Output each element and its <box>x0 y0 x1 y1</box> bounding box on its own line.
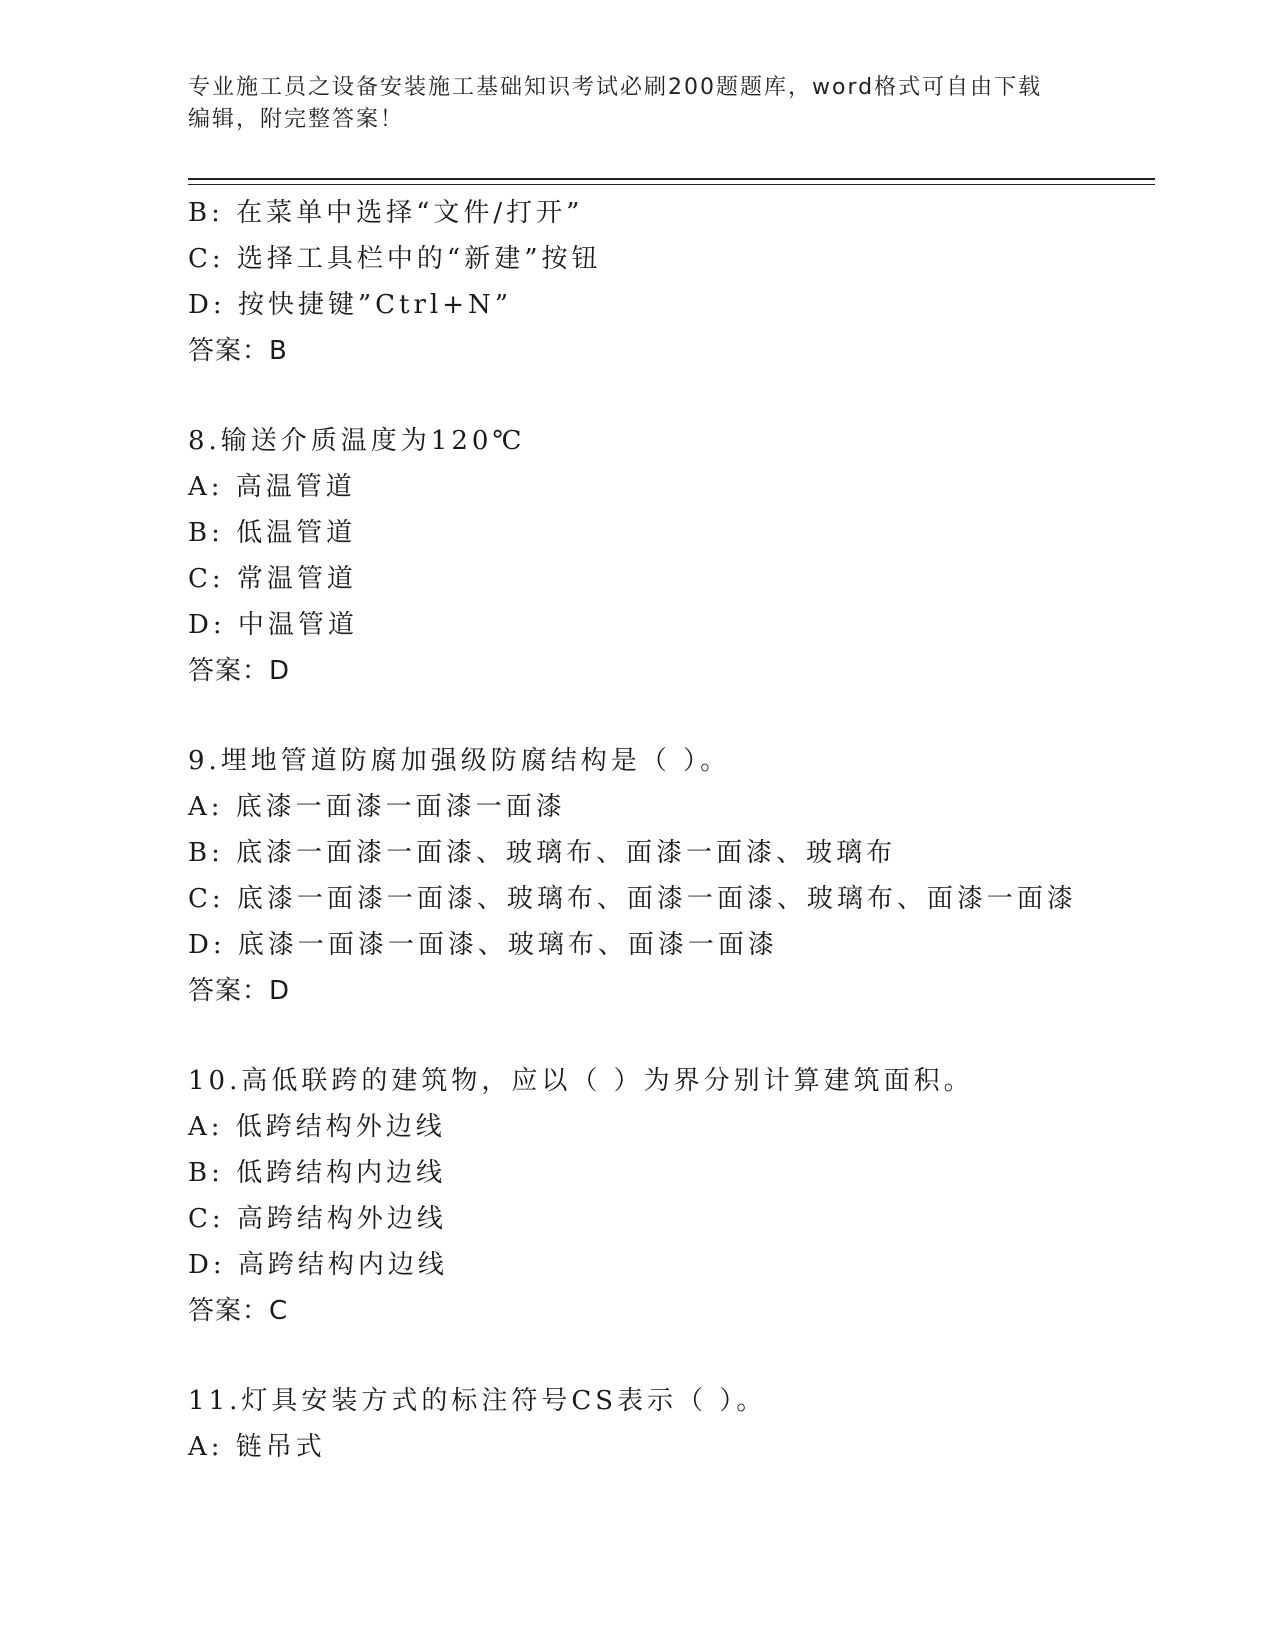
option-a: A: 底漆一面漆一面漆一面漆 <box>188 792 566 822</box>
header-title-line-2: 编辑，附完整答案！ <box>188 107 405 132</box>
answer-text: 答案：D <box>188 976 291 1006</box>
question-block-9 <box>188 738 1168 1014</box>
answer-text: 答案：D <box>188 656 291 686</box>
option-d: D: 底漆一面漆一面漆、玻璃布、面漆一面漆 <box>188 930 778 960</box>
question-block-7 <box>188 190 1168 374</box>
option-c: C: 底漆一面漆一面漆、玻璃布、面漆一面漆、玻璃布、面漆一面漆 <box>188 884 1077 914</box>
question-list <box>188 190 1168 1470</box>
option-a: A: 链吊式 <box>188 1432 326 1462</box>
option-c: C: 常温管道 <box>188 564 357 594</box>
question-text: 8.输送介质温度为120℃ <box>188 426 526 456</box>
question-block-10 <box>188 1058 1168 1334</box>
header-title-line-1: 专业施工员之设备安装施工基础知识考试必刷200题题库，word格式可自由下载 <box>188 75 1043 100</box>
option-c: C: 高跨结构外边线 <box>188 1204 447 1234</box>
option-c: C: 选择工具栏中的“新建”按钮 <box>188 244 602 274</box>
option-b: B: 在菜单中选择“文件/打开” <box>188 198 584 228</box>
option-d: D: 中温管道 <box>188 610 358 640</box>
answer-text: 答案：C <box>188 1296 289 1326</box>
option-b: B: 低温管道 <box>188 518 357 548</box>
header-divider-bottom <box>188 184 1155 185</box>
option-d: D: 按快捷键”Ctrl+N” <box>188 290 513 320</box>
header-divider-top <box>188 178 1155 180</box>
spacer <box>188 1334 1168 1378</box>
spacer <box>188 694 1168 738</box>
question-block-11 <box>188 1378 1168 1470</box>
option-a: A: 高温管道 <box>188 472 356 502</box>
option-b: B: 低跨结构内边线 <box>188 1158 447 1188</box>
option-d: D: 高跨结构内边线 <box>188 1250 448 1280</box>
question-block-8 <box>188 418 1168 694</box>
option-b: B: 底漆一面漆一面漆、玻璃布、面漆一面漆、玻璃布 <box>188 838 897 868</box>
answer-text: 答案：B <box>188 336 288 366</box>
document-header <box>188 72 1088 136</box>
spacer <box>188 1014 1168 1058</box>
spacer <box>188 374 1168 418</box>
option-a: A: 低跨结构外边线 <box>188 1112 446 1142</box>
question-text: 11.灯具安装方式的标注符号CS表示（ ）。 <box>188 1386 767 1416</box>
question-text: 9.埋地管道防腐加强级防腐结构是（ ）。 <box>188 746 731 776</box>
question-text: 10.高低联跨的建筑物，应以（ ）为界分别计算建筑面积。 <box>188 1066 974 1096</box>
